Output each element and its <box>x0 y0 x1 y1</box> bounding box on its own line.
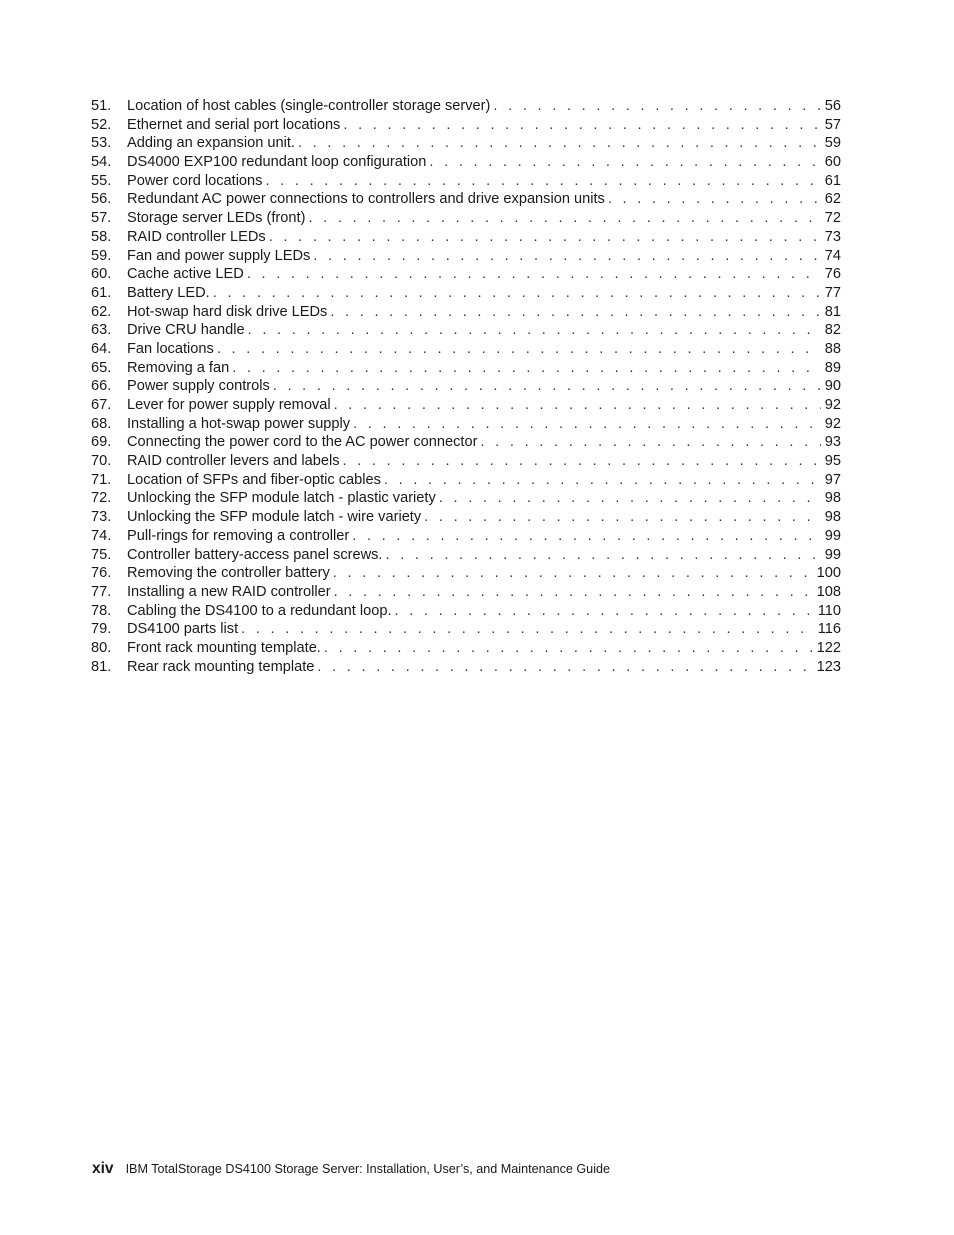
dot-leader <box>265 172 820 191</box>
figure-number: 54. <box>91 154 112 171</box>
dot-leader <box>334 583 813 602</box>
figure-number: 51. <box>91 98 112 114</box>
book-title: IBM TotalStorage DS4100 Storage Server: Installation, User’s, and Maintenance Guide <box>125 1162 610 1176</box>
figure-title[interactable]: Hot-swap hard disk drive LEDs <box>127 303 328 320</box>
dot-leader <box>324 639 813 658</box>
figure-title[interactable]: Adding an expansion unit. <box>127 135 295 152</box>
figure-page-number[interactable]: 57 <box>824 116 841 133</box>
toc-entry[interactable] <box>91 284 841 303</box>
figure-page-number[interactable]: 77 <box>824 284 841 301</box>
dot-leader <box>343 116 820 135</box>
figure-title[interactable]: DS4100 parts list <box>127 621 239 638</box>
figure-page-number[interactable]: 59 <box>824 135 841 152</box>
figure-number: 55. <box>91 172 112 189</box>
figure-number: 63. <box>91 322 112 339</box>
figure-number: 66. <box>91 378 112 395</box>
figure-page-number[interactable]: 72 <box>824 210 841 227</box>
figure-page-number[interactable]: 99 <box>824 546 841 563</box>
figure-number: 59. <box>91 247 112 264</box>
toc-entry[interactable] <box>91 97 841 116</box>
figure-page-number[interactable]: 73 <box>824 228 841 245</box>
page-number: xiv <box>92 1160 114 1177</box>
figure-number: 57. <box>91 210 112 227</box>
figure-number: 79. <box>91 621 112 638</box>
figure-page-number[interactable]: 99 <box>824 527 841 544</box>
figure-title[interactable]: RAID controller levers and labels <box>127 453 340 470</box>
figure-page-number[interactable]: 61 <box>824 172 841 189</box>
dot-leader <box>424 508 821 527</box>
figure-page-number[interactable]: 98 <box>824 509 841 526</box>
figure-page-number[interactable]: 97 <box>824 471 841 488</box>
toc-entry[interactable] <box>91 172 841 191</box>
dot-leader <box>608 190 821 209</box>
toc-entry[interactable] <box>91 433 841 452</box>
figure-title[interactable]: Power supply controls <box>127 378 270 395</box>
figure-page-number[interactable]: 100 <box>816 565 841 582</box>
figure-title[interactable]: Connecting the power cord to the AC power connector <box>127 434 478 451</box>
toc-entry[interactable] <box>91 190 841 209</box>
toc-entry[interactable] <box>91 303 841 322</box>
figure-title[interactable]: Controller battery-access panel screws. <box>127 546 383 563</box>
dot-leader <box>386 546 821 565</box>
figure-page-number[interactable]: 116 <box>817 621 841 638</box>
toc-entry[interactable] <box>91 265 841 284</box>
figure-title[interactable]: Fan and power supply LEDs <box>127 247 311 264</box>
dot-leader <box>493 97 820 116</box>
figure-number: 73. <box>91 509 112 526</box>
toc-entry[interactable] <box>91 415 841 434</box>
figure-page-number[interactable]: 74 <box>824 247 841 264</box>
figure-number: 74. <box>91 527 112 544</box>
dot-leader <box>232 359 821 378</box>
dot-leader <box>384 471 821 490</box>
toc-entry[interactable] <box>91 471 841 490</box>
toc-entry[interactable] <box>91 321 841 340</box>
dot-leader <box>429 153 820 172</box>
figure-number: 67. <box>91 397 112 413</box>
figure-page-number[interactable]: 89 <box>824 359 841 376</box>
dot-leader <box>298 134 821 153</box>
figure-title[interactable]: Location of SFPs and fiber-optic cables <box>127 471 381 488</box>
figure-title[interactable]: Rear rack mounting template <box>127 658 315 675</box>
figure-title[interactable]: Installing a new RAID controller <box>127 583 331 600</box>
figure-page-number[interactable]: 98 <box>824 490 841 507</box>
page-footer <box>92 1160 610 1178</box>
dot-leader <box>269 228 821 247</box>
toc-entry[interactable] <box>91 359 841 378</box>
figure-number: 70. <box>91 453 112 470</box>
toc-entry[interactable] <box>91 489 841 508</box>
dot-leader <box>330 303 820 322</box>
toc-entry[interactable] <box>91 508 841 527</box>
dot-leader <box>352 527 821 546</box>
figure-number: 62. <box>91 303 112 320</box>
toc-entry[interactable] <box>91 209 841 228</box>
figure-title[interactable]: Cabling the DS4100 to a redundant loop. <box>127 602 392 619</box>
figure-title[interactable]: Power cord locations <box>127 172 263 189</box>
toc-entry[interactable] <box>91 639 841 658</box>
toc-entry[interactable] <box>91 377 841 396</box>
dot-leader <box>308 209 820 228</box>
figure-page-number[interactable]: 62 <box>824 191 841 208</box>
figure-title[interactable]: Location of host cables (single-controller storage server) <box>127 98 491 114</box>
figure-number: 68. <box>91 415 112 432</box>
toc-entry[interactable] <box>91 564 841 583</box>
figure-number: 76. <box>91 565 112 582</box>
figure-number: 81. <box>91 658 112 675</box>
figure-title[interactable]: RAID controller LEDs <box>127 228 266 245</box>
figure-number: 71. <box>91 471 112 488</box>
toc-entry[interactable] <box>91 228 841 247</box>
dot-leader <box>439 489 821 508</box>
figure-title[interactable]: Fan locations <box>127 340 214 357</box>
figure-number: 52. <box>91 116 112 133</box>
toc-entry[interactable] <box>91 583 841 602</box>
figure-page-number[interactable]: 81 <box>824 303 841 320</box>
figure-page-number[interactable]: 60 <box>824 154 841 171</box>
figure-number: 56. <box>91 191 112 208</box>
dot-leader <box>273 377 821 396</box>
dot-leader <box>343 452 821 471</box>
dot-leader <box>333 564 813 583</box>
figure-title[interactable]: DS4000 EXP100 redundant loop configuration <box>127 154 427 171</box>
toc-entry[interactable] <box>91 527 841 546</box>
toc-entry[interactable] <box>91 658 841 677</box>
figure-title[interactable]: Removing the controller battery <box>127 565 330 582</box>
dot-leader <box>317 658 812 677</box>
figure-number: 80. <box>91 639 112 656</box>
figure-title[interactable]: Ethernet and serial port locations <box>127 116 341 133</box>
figure-title[interactable]: Removing a fan <box>127 359 230 376</box>
figure-page-number[interactable]: 110 <box>817 602 841 619</box>
figure-title[interactable]: Storage server LEDs (front) <box>127 210 306 227</box>
dot-leader <box>480 433 820 452</box>
toc-entry[interactable] <box>91 620 841 639</box>
figure-number: 78. <box>91 602 112 619</box>
dot-leader <box>395 602 814 621</box>
figure-title[interactable]: Lever for power supply removal <box>127 397 331 413</box>
figure-title[interactable]: Front rack mounting template. <box>127 639 321 656</box>
dot-leader <box>247 265 821 284</box>
dot-leader <box>353 415 821 434</box>
figure-number: 58. <box>91 228 112 245</box>
toc-entry[interactable] <box>91 546 841 565</box>
figure-number: 65. <box>91 359 112 376</box>
dot-leader <box>213 284 821 303</box>
figure-title[interactable]: Installing a hot-swap power supply <box>127 415 351 432</box>
figure-page-number[interactable]: 108 <box>816 583 841 600</box>
figure-page-number[interactable]: 122 <box>816 639 841 656</box>
figure-number: 60. <box>91 266 112 283</box>
figure-page-number[interactable]: 123 <box>816 658 841 675</box>
toc-entry[interactable] <box>91 153 841 172</box>
figure-page-number[interactable]: 82 <box>824 322 841 339</box>
figure-title[interactable]: Drive CRU handle <box>127 322 245 339</box>
figure-number: 75. <box>91 546 112 563</box>
figure-page-number[interactable]: 56 <box>824 98 841 114</box>
figure-page-number[interactable]: 92 <box>824 415 841 432</box>
figure-title[interactable]: Cache active LED <box>127 266 244 283</box>
figure-title[interactable]: Unlocking the SFP module latch - wire variety <box>127 509 422 526</box>
figure-page-number[interactable]: 88 <box>824 340 841 357</box>
figure-page-number[interactable]: 93 <box>824 434 841 451</box>
figure-page-number[interactable]: 90 <box>824 378 841 395</box>
figure-title[interactable]: Redundant AC power connections to controllers and drive expansion units <box>127 191 605 208</box>
figure-title[interactable]: Unlocking the SFP module latch - plastic variety <box>127 490 436 507</box>
dot-leader <box>248 321 821 340</box>
toc-entry[interactable] <box>91 116 841 135</box>
figure-number: 61. <box>91 284 112 301</box>
toc-entry[interactable] <box>91 452 841 471</box>
figure-title[interactable]: Battery LED. <box>127 284 210 301</box>
figure-number: 69. <box>91 434 112 451</box>
toc-entry[interactable] <box>91 602 841 621</box>
dot-leader <box>313 247 820 266</box>
figure-number: 72. <box>91 490 112 507</box>
toc-entry[interactable] <box>91 247 841 266</box>
toc-entry[interactable] <box>91 340 841 359</box>
figure-number: 77. <box>91 583 112 600</box>
figure-number: 64. <box>91 340 112 357</box>
toc-entry[interactable] <box>91 134 841 153</box>
dot-leader <box>217 340 821 359</box>
figure-page-number[interactable]: 95 <box>824 453 841 470</box>
figure-list <box>91 97 841 676</box>
dot-leader <box>334 396 821 415</box>
dot-leader <box>241 620 814 639</box>
figure-page-number[interactable]: 92 <box>824 397 841 413</box>
toc-entry[interactable] <box>91 396 841 415</box>
figure-number: 53. <box>91 135 112 152</box>
figure-page-number[interactable]: 76 <box>824 266 841 283</box>
figure-title[interactable]: Pull-rings for removing a controller <box>127 527 350 544</box>
